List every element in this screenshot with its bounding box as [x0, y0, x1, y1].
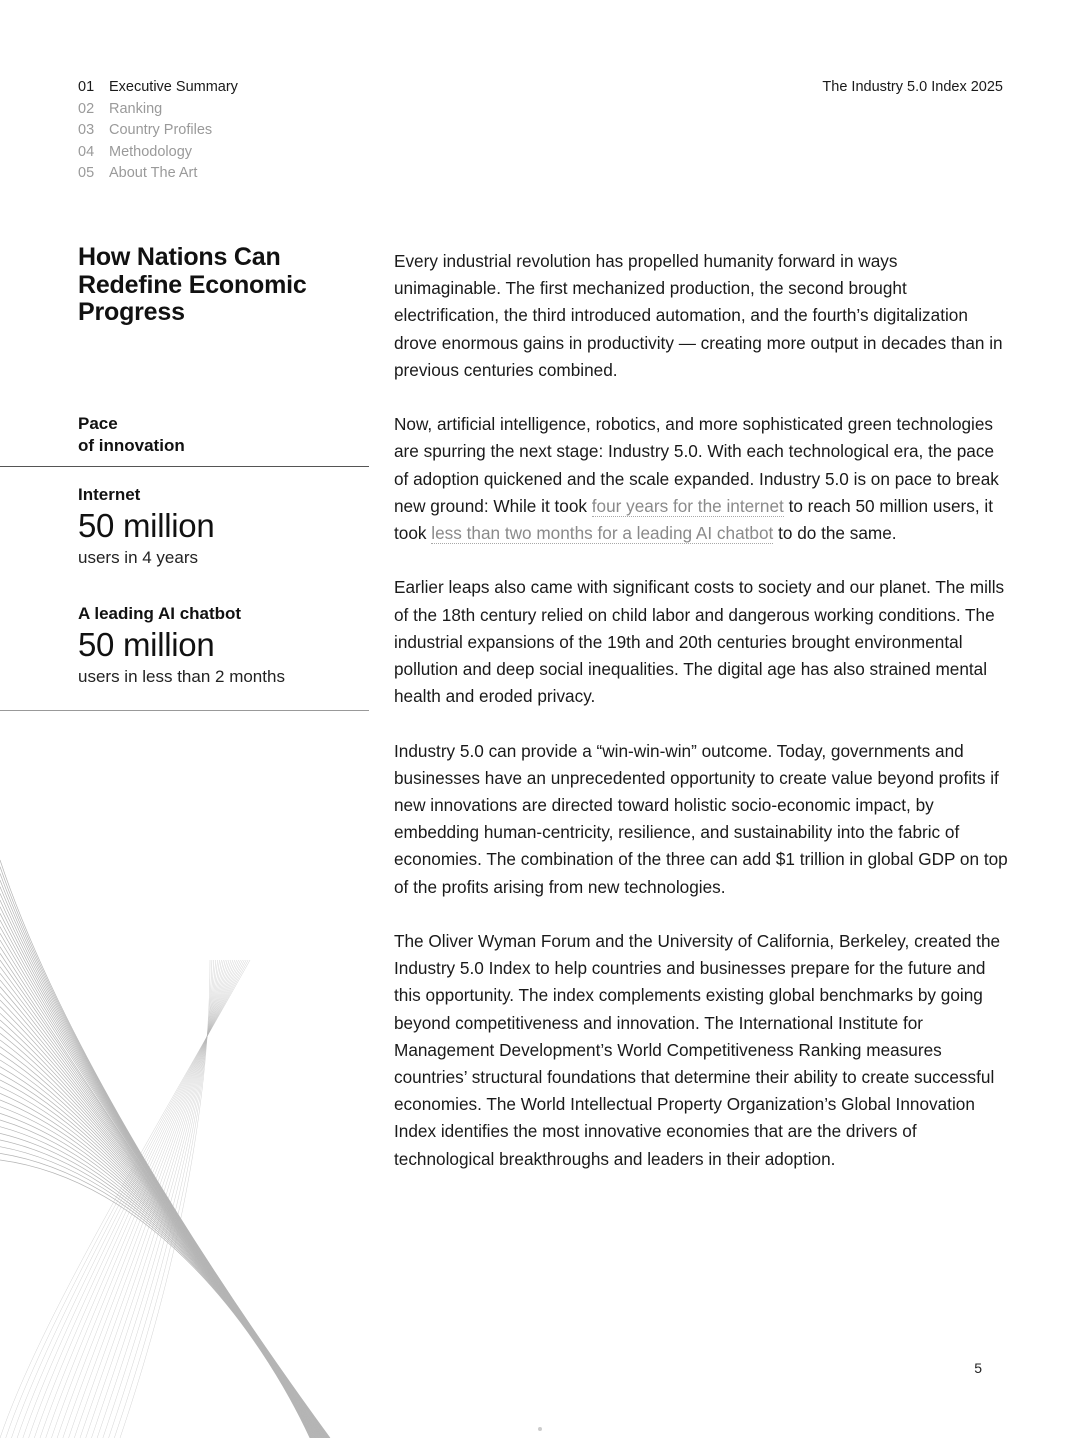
wireframe-curve: [0, 887, 328, 1438]
paragraph-4: Industry 5.0 can provide a “win-win-win” outcome. Today, governments and businesses have an unprecedented opportunity to create value beyond profits if new innovations are directed toward holistic socio-economic impact, by embedding human-centricity, resilience, and sustainability into the fabric of economies. The combination of the three can add $1 trillion in global GDP on top of the profits arising from new technologies.: [394, 740, 1008, 897]
stat-label: A leading AI chatbot: [78, 604, 242, 623]
divider-top: [0, 466, 369, 467]
wireframe-curve: [69, 960, 228, 1438]
toc-item-number: 01: [78, 79, 95, 95]
paragraph-2-text-b: to reach 50 million users, it took: [394, 495, 994, 544]
wireframe-curve: [0, 1073, 316, 1438]
internet-adoption-link[interactable]: four years for the internet: [591, 495, 784, 516]
wireframe-curve: [0, 1040, 318, 1438]
document-title: The Industry 5.0 Index 2025: [822, 79, 1003, 95]
toc-item-executive-summary[interactable]: [78, 77, 238, 99]
toc-item-number: 03: [78, 122, 95, 138]
toc-item-ranking[interactable]: [78, 99, 238, 121]
wireframe-curve: [57, 960, 231, 1438]
pace-label-line1: Pace: [78, 414, 118, 433]
toc-item-label: Executive Summary: [109, 79, 238, 95]
toc-item-number: 04: [78, 143, 95, 160]
section-heading: How Nations Can Redefine Economic Progress: [78, 243, 307, 326]
stat-caption: users in 4 years: [78, 548, 198, 567]
pace-of-innovation-label: [78, 413, 185, 457]
page-number: 5: [974, 1360, 982, 1376]
pace-label-line2: of innovation: [78, 436, 185, 455]
wireframe-curve: [0, 880, 329, 1438]
toc-item-label: Country Profiles: [109, 122, 213, 138]
toc-item-label: Ranking: [109, 100, 163, 117]
paragraph-1: Every industrial revolution has propelled humanity forward in ways unimaginable. The first mechanized production, the second brought electrification, the third introduced automation, and the fourth’s digitalization drove enormous gains in productivity — creating more output in decades than in previous centuries combined.: [394, 251, 1003, 380]
toc-item-number: 02: [78, 100, 95, 117]
table-of-contents: [78, 77, 238, 185]
wireframe-curve: [6, 960, 248, 1438]
body-text: [394, 248, 1009, 1200]
toc-item-label: Methodology: [109, 143, 193, 160]
toc-item-methodology[interactable]: [78, 142, 238, 164]
toc-item-country-profiles[interactable]: [78, 120, 238, 142]
divider-bottom: [0, 710, 369, 711]
ai-chatbot-adoption-link[interactable]: less than two months for a leading AI chatbot: [431, 523, 774, 544]
toc-item-about-the-art[interactable]: [78, 163, 238, 185]
stat-internet: [78, 484, 368, 569]
wireframe-curve: [0, 1060, 317, 1438]
wireframe-curve: [23, 960, 243, 1438]
paragraph-2-text-a: Now, artificial intelligence, robotics, and more sophisticated green technologies are spurring the next stage: Industry 5.0. With each technological era, the pace of adoption quickened and the scale expanded. Industry 5.0 is on pace to break new ground: While it took: [394, 414, 999, 516]
stat-caption: users in less than 2 months: [78, 667, 285, 686]
stat-value: 50 million: [78, 626, 215, 663]
wireframe-curve: [0, 1127, 312, 1438]
paragraph-2: [394, 411, 1009, 547]
wireframe-curve: [0, 1047, 318, 1438]
wireframe-curve: [0, 927, 326, 1438]
stat-value: 50 million: [78, 507, 215, 544]
paragraph-5: The Oliver Wyman Forum and the University of California, Berkeley, created the Industry 5.0 Index to help countries and businesses prepare for the future and this opportunity. The index complements existing global benchmarks by going beyond competitiveness and innovation. The International Institute for Management Development’s World Competitiveness Ranking measures countries’ structural foundations that determine their ability to create successful economies. The World Intellectual Property Organization’s Global Innovation Index identifies the most innovative economies that are the drivers of technological breakthroughs and leaders in their adoption.: [394, 931, 1001, 1169]
wireframe-curve: [0, 1027, 319, 1438]
page-indicator-dot: [538, 1427, 542, 1431]
wireframe-curve: [63, 960, 229, 1438]
stat-label: Internet: [78, 485, 141, 504]
wireframe-curve: [51, 960, 232, 1438]
wireframe-curve: [0, 1120, 313, 1438]
toc-item-number: 05: [78, 165, 95, 181]
wireframe-curve: [0, 867, 330, 1438]
paragraph-3: Earlier leaps also came with significant costs to society and our planet. The mills of the 18th century relied on child labor and dangerous working conditions. The industrial expansions of the 19th and 20th centuries brought environmental pollution and deep social inequalities. The digital age has also strained mental health and eroded privacy.: [394, 577, 1005, 707]
wireframe-decoration: [0, 840, 340, 1438]
paragraph-2-text-c: to do the same.: [773, 523, 897, 544]
toc-item-label: About The Art: [109, 165, 198, 181]
stat-ai-chatbot: [78, 603, 368, 688]
